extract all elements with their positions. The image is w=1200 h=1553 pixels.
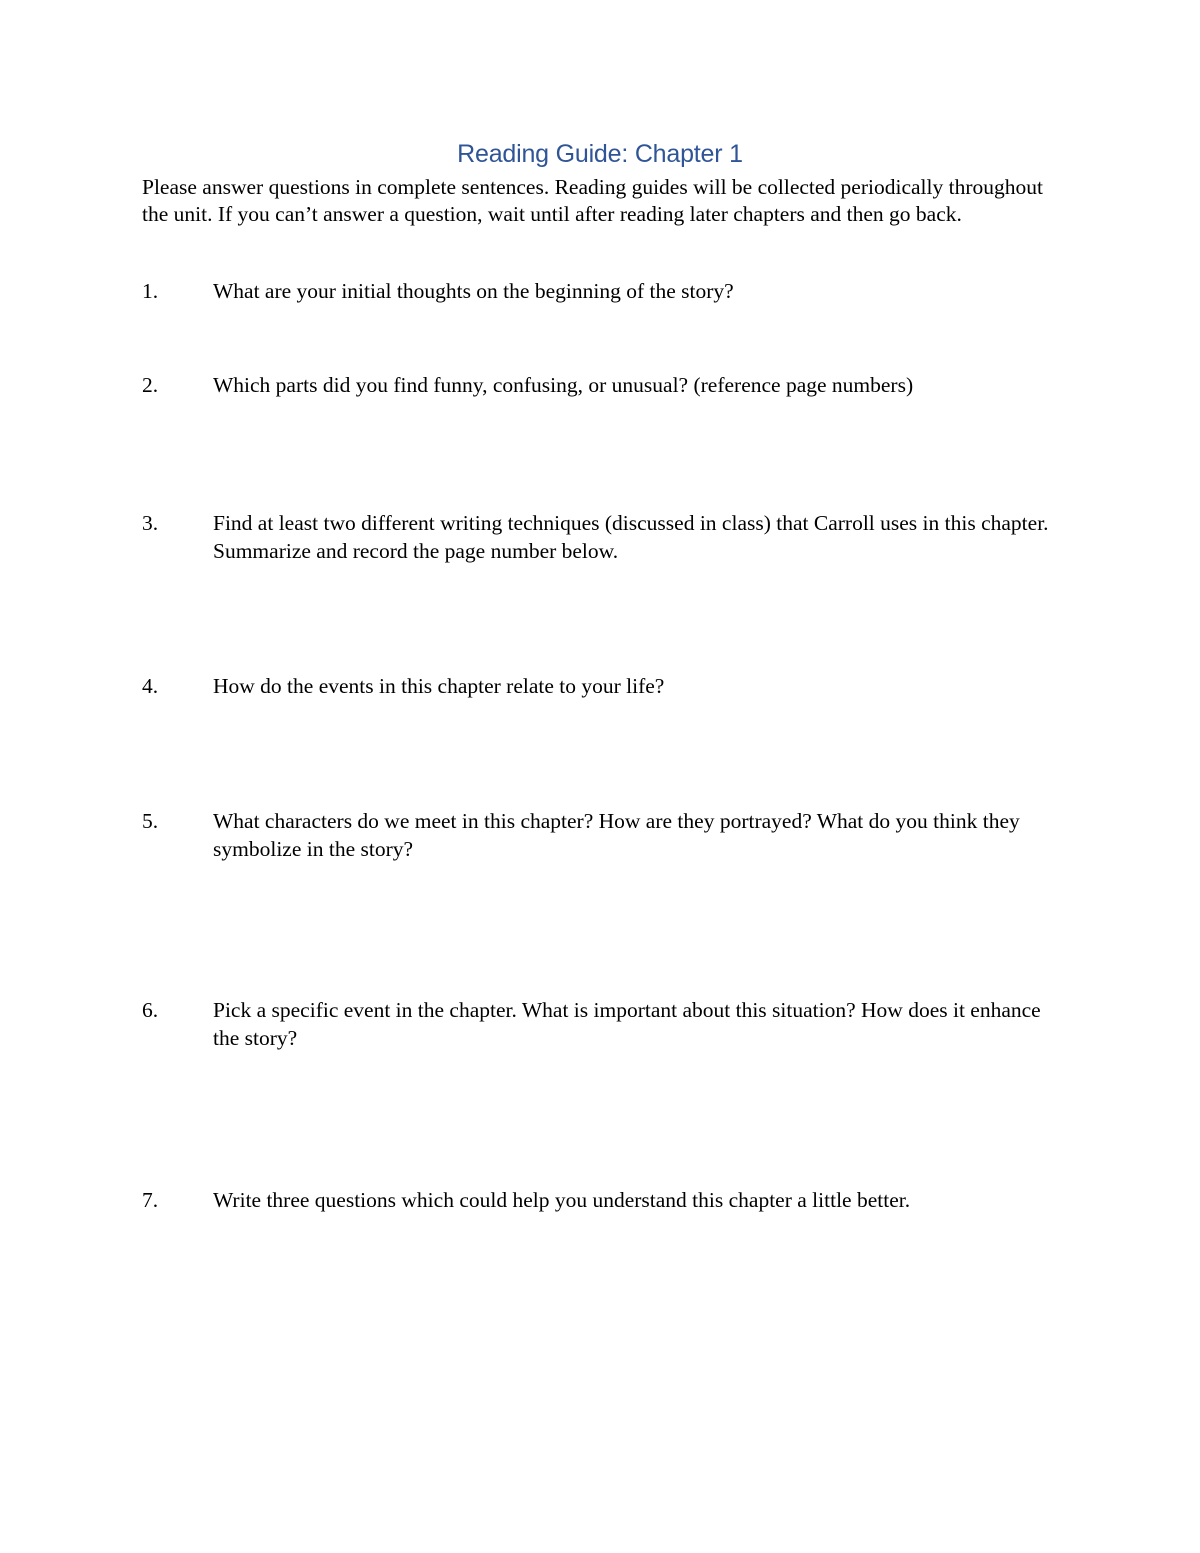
question-number: 3.: [142, 511, 159, 535]
question-text: What characters do we meet in this chapter? How are they portrayed? What do you think they symbolize in the story?: [213, 809, 1020, 861]
question-text: What are your initial thoughts on the beginning of the story?: [213, 279, 734, 303]
question-number: 1.: [142, 279, 159, 303]
question-text: Find at least two different writing techniques (discussed in class) that Carroll uses in this chapter. Summarize and record the page number below.: [213, 511, 1049, 563]
question-text: Pick a specific event in the chapter. What is important about this situation? How does it enhance the story?: [213, 998, 1041, 1050]
page-title: Reading Guide: Chapter 1: [457, 140, 743, 168]
question-number: 6.: [142, 998, 159, 1022]
instructions-paragraph: Please answer questions in complete sentences. Reading guides will be collected periodically throughout the unit. If you can’t answer a question, wait until after reading later chapters and then go back.: [142, 175, 1043, 226]
question-number: 7.: [142, 1188, 159, 1212]
question-text: Write three questions which could help you understand this chapter a little better.: [213, 1188, 911, 1212]
question-number: 2.: [142, 373, 159, 397]
question-text: Which parts did you find funny, confusing, or unusual? (reference page numbers): [213, 373, 914, 397]
question-number: 4.: [142, 674, 159, 698]
question-number: 5.: [142, 809, 159, 833]
question-text: How do the events in this chapter relate to your life?: [213, 674, 665, 698]
